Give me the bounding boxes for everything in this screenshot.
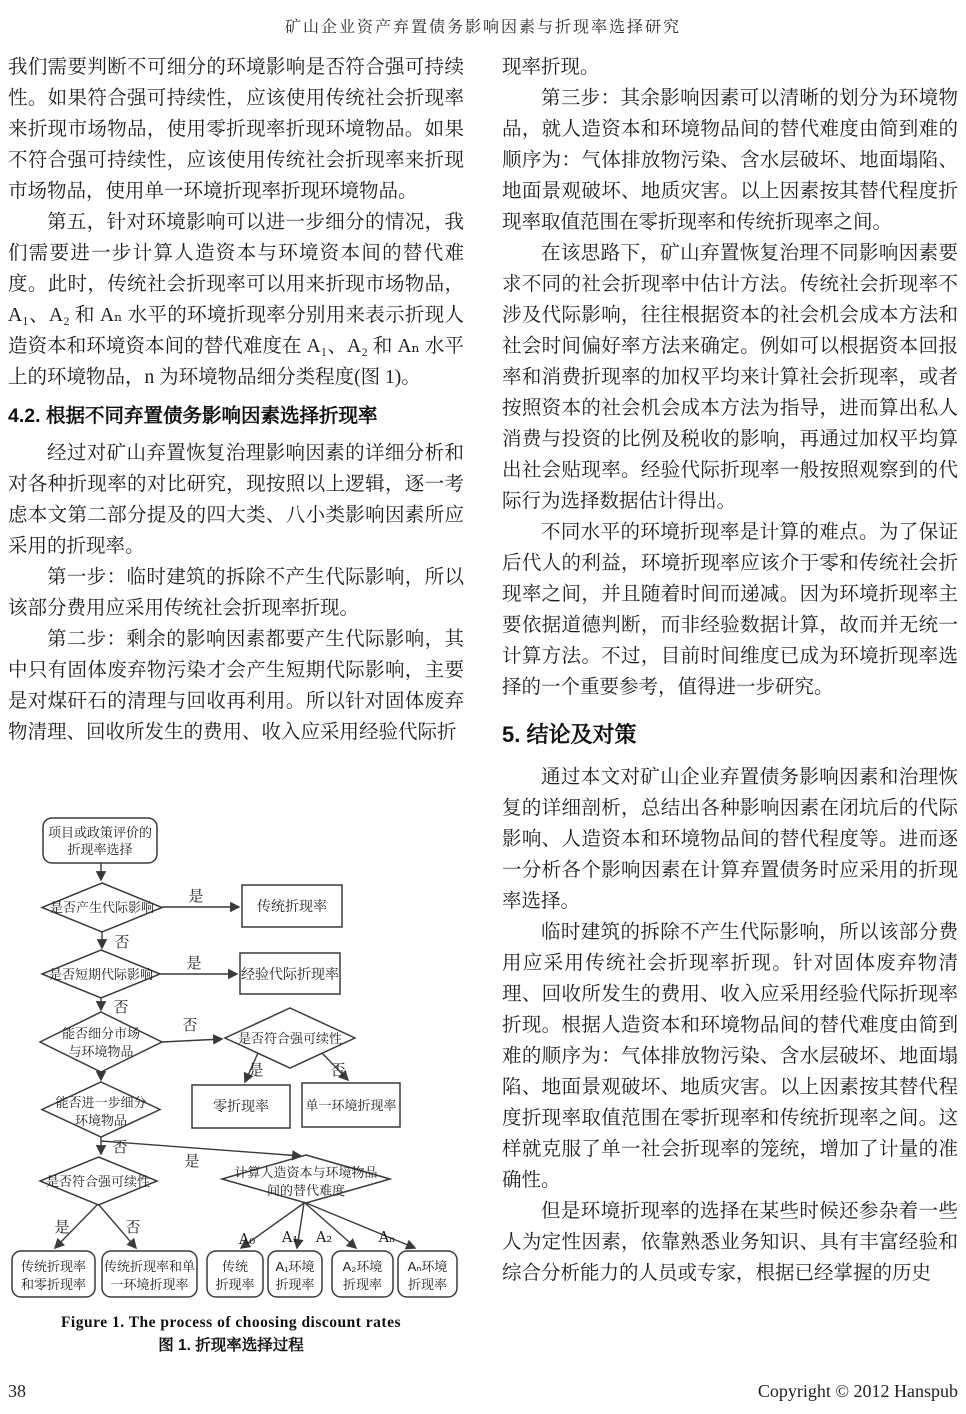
paragraph: 但是环境折现率的选择在某些时候还参杂着一些人为定性因素，依靠熟悉业务知识、具有丰富经验和综合分析能力的人员或专家，根据已经掌握的历史	[502, 1201, 958, 1284]
node-label: 折现率	[342, 1277, 383, 1292]
node-label: 是否短期代际影响	[48, 967, 154, 982]
edge-label-no: 否	[182, 1017, 198, 1034]
node-label: 传统折现率和单	[103, 1259, 196, 1274]
paragraph: 现率折现。	[502, 57, 600, 78]
running-head-title: 矿山企业资产弃置债务影响因素与折现率选择研究	[284, 19, 681, 36]
edge-label-a0: A₀	[238, 1232, 256, 1248]
edge-label-yes: 是	[186, 955, 202, 972]
paragraph: 经过对矿山弃置恢复治理影响因素的详细分析和对各种折现率的对比研究，现按照以上逻辑，逐一考虑本文第二部分提及的四大类、八小类影响因素所应采用的折现率。	[8, 443, 464, 557]
node-label: 是否产生代际影响	[49, 900, 155, 915]
node-label: 传统折现率	[257, 898, 327, 914]
node-label: 传统折现率	[20, 1259, 87, 1274]
node-label: 环境物品	[74, 1113, 128, 1128]
paragraph: 通过本文对矿山企业弃置债务影响因素和治理恢复的详细剖析，总结出各种影响因素在闭坑后的代际影响、人造资本和环境物品间的替代程度等。进而逐一分析各个影响因素在计算弃置债务时应采用的折现率选择。	[502, 767, 958, 912]
arrow	[101, 1141, 301, 1156]
edge-label-no: 否	[330, 1062, 346, 1079]
paragraph: 不同水平的环境折现率是计算的难点。为了保证后代人的利益，环境折现率应该介于零和传统社会折现率之间，并且随着时间而递减。因为环境折现率主要依据道德判断，而非经验数据计算，故而并无统一计算方法。不过，目前时间维度已成为环境折现率选择的一个重要参考，值得进一步研究。	[502, 522, 958, 698]
node-label: 与环境物品	[68, 1044, 134, 1059]
figure-1	[0, 812, 462, 1355]
edge-label-no: 否	[113, 999, 129, 1016]
figure-caption-chinese: 图 1. 折现率选择过程	[158, 1337, 304, 1354]
arrow	[162, 1039, 222, 1042]
figure-caption-english: Figure 1. The process of choosing discount rates	[60, 1314, 402, 1331]
edge-label-a2: A₂	[315, 1230, 333, 1246]
paragraph: 第五，针对环境影响可以进一步细分的情况，我们需要进一步计算人造资本与环境资本间的替代难度。此时，传统社会折现率可以用来折现市场物品，A₁、A₂ 和 Aₙ 水平的环境折现率分别用来表示折现人造资本和环境资本间的替代难度在 A₁、A₂ 和 Aₙ 水平上的环境物品，n 为环境物品细分类程度(图 1)。	[8, 212, 464, 388]
right-column	[502, 52, 958, 1289]
node-label: A₂环境	[342, 1259, 383, 1274]
edge-label-yes: 是	[184, 1153, 200, 1170]
section-heading-5: 5. 结论及对策	[502, 722, 637, 747]
node-label: 折现率	[407, 1277, 448, 1292]
node-label: 能否进一步细分	[55, 1095, 147, 1110]
edge-label-a1: A₁	[281, 1230, 299, 1246]
paragraph: 第一步：临时建筑的拆除不产生代际影响，所以该部分费用应采用传统社会折现率折现。	[8, 567, 464, 619]
node-label: 能否细分市场	[61, 1026, 141, 1041]
node-label: 传统	[221, 1259, 249, 1274]
node-label: 一环境折现率	[110, 1277, 189, 1292]
node-label: 和零折现率	[20, 1277, 87, 1292]
edge-label-yes: 是	[248, 1062, 264, 1079]
node-label: 单一环境折现率	[305, 1098, 397, 1113]
node-decision-subdivide	[40, 1012, 162, 1072]
node-label: 零折现率	[213, 1098, 269, 1114]
page-number: 38	[8, 1381, 26, 1401]
edge-label-no: 否	[125, 1219, 141, 1236]
edge-label-no: 否	[114, 934, 130, 951]
node-label: 折现率	[275, 1277, 315, 1292]
section-heading-4-2: 4.2. 根据不同弃置债务影响因素选择折现率	[8, 405, 378, 427]
node-start-label: 项目或政策评价的	[47, 825, 153, 840]
node-label: 计算人造资本与环境物品	[234, 1165, 378, 1180]
edge-label-no: 否	[112, 1139, 128, 1156]
node-label: 间的替代难度	[266, 1183, 346, 1198]
node-label: Aₙ环境	[407, 1259, 448, 1274]
node-start-label: 折现率选择	[67, 842, 133, 857]
discount-rate-flowchart	[0, 812, 462, 1298]
paragraph: 在该思路下，矿山弃置恢复治理不同影响因素要求不同的社会折现率中估计方法。传统社会折现率不涉及代际影响，往往根据资本的社会机会成本方法和社会时间偏好率方法来确定。例如可以根据资本回报率和消费折现率的加权平均来计算社会折现率，或者按照资本的社会机会成本方法为指导，进而算出私人消费与投资的比例及税收的影响，再通过加权平均算出社会贴现率。经验代际折现率一般按照观察到的代际行为选择数据估计得出。	[502, 243, 958, 512]
paragraph: 临时建筑的拆除不产生代际影响，所以该部分费用应采用传统社会折现率折现。针对固体废弃物清理、回收所发生的费用、收入应采用经验代际折现率折现。根据人造资本和环境物品间的替代难度由简到难的顺序为：气体排放物污染、含水层破坏、地面塌陷、地面景观破坏、地质灾害。以上因素按其替代程度折现率取值范围在零折现率和传统折现率之间。这样就克服了单一社会折现率的笼统，增加了计量的准确性。	[502, 922, 958, 1191]
node-label: A₁环境	[275, 1259, 315, 1274]
node-label: 折现率	[215, 1277, 255, 1292]
copyright-notice: Copyright © 2012 Hanspub	[757, 1381, 958, 1401]
node-label: 经验代际折现率	[241, 966, 339, 982]
edge-label-yes: 是	[54, 1219, 70, 1236]
edge-label-an: Aₙ	[378, 1230, 396, 1246]
node-label: 是否符合强可续性	[237, 1031, 343, 1046]
paragraph: 第二步：剩余的影响因素都要产生代际影响，其中只有固体废弃物污染才会产生短期代际影响，主要是对煤矸石的清理与回收再利用。所以针对固体废弃物清理、回收所发生的费用、收入应采用经验代际折	[8, 629, 464, 743]
edge-label-yes: 是	[188, 888, 204, 905]
node-label: 是否符合强可续性	[45, 1174, 151, 1189]
paragraph: 我们需要判断不可细分的环境影响是否符合强可持续性。如果符合强可持续性，应该使用传统社会折现率来折现市场物品，使用零折现率折现环境物品。如果不符合强可持续性，应该使用传统社会折现率来折现市场物品，使用单一环境折现率折现环境物品。	[8, 57, 464, 202]
paragraph: 第三步：其余影响因素可以清晰的划分为环境物品，就人造资本和环境物品间的替代难度由简到难的顺序为：气体排放物污染、含水层破坏、地面塌陷、地面景观破坏、地质灾害。以上因素按其替代程度折现率取值范围在零折现率和传统折现率之间。	[502, 88, 958, 233]
